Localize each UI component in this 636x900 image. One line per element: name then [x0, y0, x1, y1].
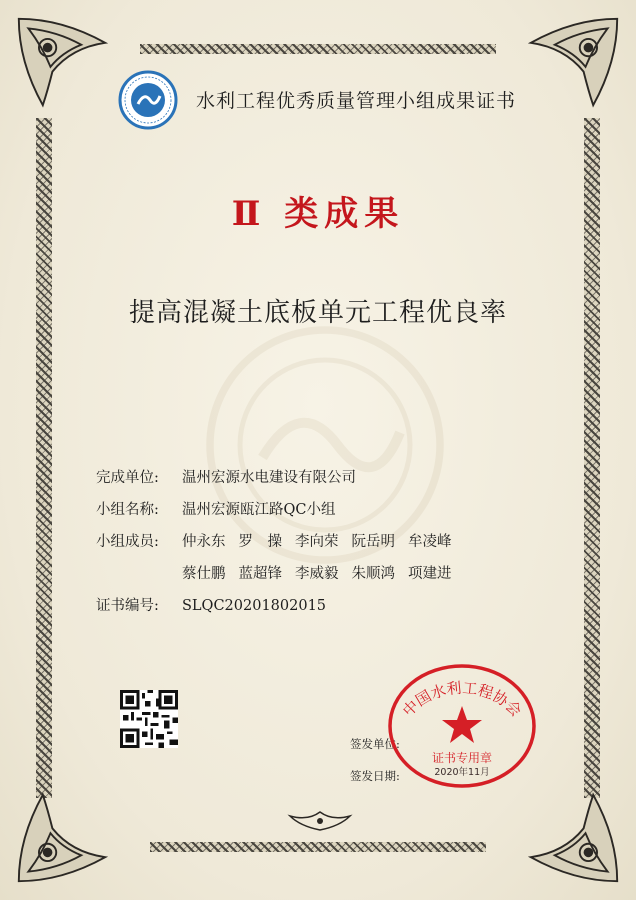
qr-code: [120, 690, 178, 748]
member-name: 李威毅: [295, 566, 339, 582]
member-name: 罗 操: [238, 534, 282, 550]
achievement-grade: Ⅱ 类成果: [231, 194, 405, 234]
member-name: 李向荣: [295, 534, 339, 550]
member-name: 蓝超锋: [238, 566, 282, 582]
seal-bottom-text: 证书专用章: [431, 751, 493, 765]
corner-ornament: [14, 14, 110, 110]
member-name: 阮岳明: [351, 534, 395, 550]
official-seal: [386, 662, 538, 790]
members-row: [96, 526, 465, 590]
members-list: [182, 526, 465, 590]
completing-unit-value: 温州宏源水电建设有限公司: [182, 470, 356, 486]
corner-ornament: [526, 14, 622, 110]
seal-top-text: 中国水利工程协会: [399, 678, 525, 721]
member-name: 朱顺鸿: [351, 566, 395, 582]
member-name: 仲永东: [182, 534, 226, 550]
seal-date-text: 2020年11月: [434, 767, 490, 778]
project-title: 提高混凝土底板单元工程优良率: [128, 298, 507, 328]
group-name-label: 小组名称:: [96, 502, 159, 518]
certificate-details: [96, 462, 465, 622]
group-name-value: 温州宏源瓯江路QC小组: [182, 502, 336, 518]
member-name: 蔡仕鹏: [182, 566, 226, 582]
corner-ornament: [14, 790, 110, 886]
association-logo: [118, 70, 178, 130]
certificate-header-title: 水利工程优秀质量管理小组成果证书: [196, 90, 517, 112]
cert-number-row: [96, 590, 465, 622]
group-name-row: [96, 494, 465, 526]
bottom-ornament: [270, 808, 370, 834]
completing-unit-label: 完成单位:: [96, 470, 159, 486]
border-bottom: [150, 842, 486, 852]
issuer-label: 签发单位:: [350, 737, 400, 751]
cert-number-value: SLQC20201802015: [182, 598, 327, 614]
completing-unit-row: [96, 462, 465, 494]
border-top: [140, 44, 496, 54]
members-label: 小组成员:: [96, 534, 159, 550]
issue-date-label: 签发日期:: [350, 769, 400, 783]
member-name: 牟凌峰: [408, 534, 452, 550]
corner-ornament: [526, 790, 622, 886]
cert-number-label: 证书编号:: [96, 598, 159, 614]
member-name: 项建进: [408, 566, 452, 582]
